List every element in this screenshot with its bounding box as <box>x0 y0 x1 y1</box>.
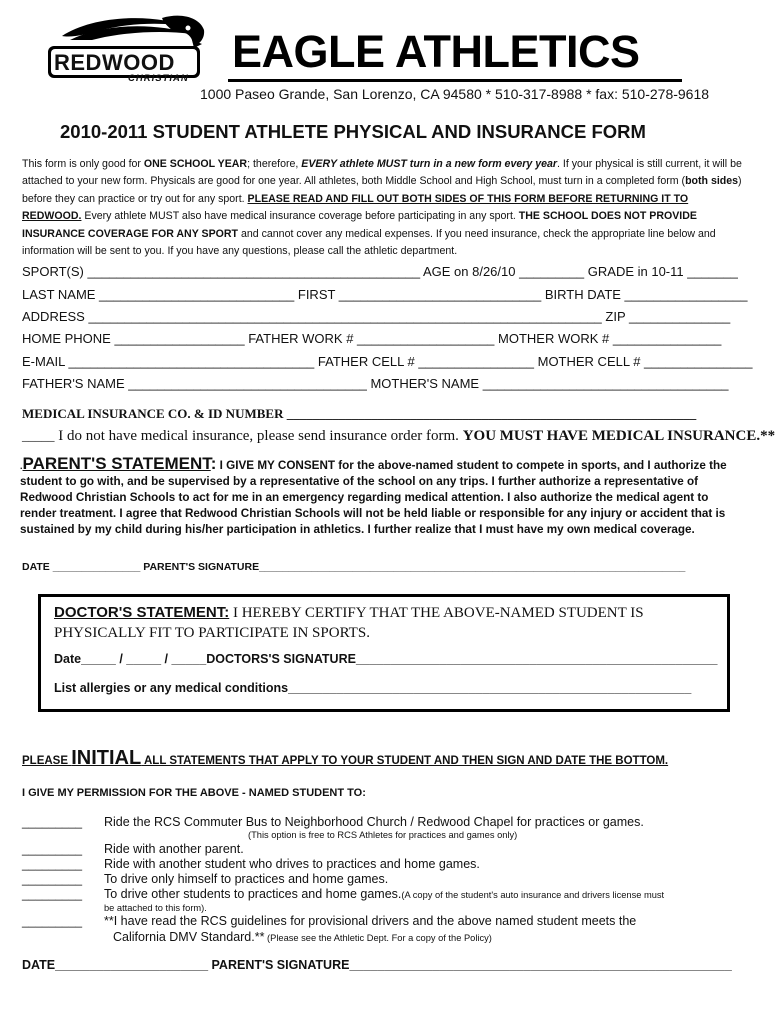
initial-blank-student-driver[interactable]: _________ <box>22 857 83 871</box>
address-zip-field[interactable]: ADDRESS _______________________________________________________________________ ZIP ______________ <box>22 309 731 324</box>
parent-statement: .PARENT'S STATEMENT: I GIVE MY CONSENT for the above-named student to compete in sports, and I authorize the student to go with, and be supervised by a representative of the school on any trips. I further authorize a representative of Redwood Christian Schools to act for me in an emergency regarding medical attention. I also authorize the medical agent to render treatment. I agree that Redwood Christian Schools will not be held liable or responsible for any injury or accident that is sustained by my child during his/her participation in athletics. I further realize that I must have my own medical coverage. <box>20 454 727 536</box>
option-bus: Ride the RCS Commuter Bus to Neighborhood Church / Redwood Chapel for practices or games. <box>104 815 644 829</box>
no-insurance-line[interactable]: _____ I do not have medical insurance, please send insurance order form. YOU MUST HAVE MEDICAL INSURANCE.** <box>22 428 775 444</box>
doctor-date-signature-line[interactable]: Date_____ / _____ / _____DOCTORS'S SIGNATURE____________________________________________________ <box>54 652 718 666</box>
option-drive-others: To drive other students to practices and home games.(A copy of the student's auto insurance and drivers license must <box>104 887 665 901</box>
email-cell-field[interactable]: E-MAIL __________________________________ FATHER CELL # ________________ MOTHER CELL # _______________ <box>22 354 753 369</box>
doctor-statement-heading: DOCTOR'S STATEMENT: <box>54 604 230 621</box>
medical-insurance-field[interactable]: MEDICAL INSURANCE CO. & ID NUMBER _______________________________________________________________ <box>22 406 697 421</box>
parent-names-field[interactable]: FATHER'S NAME _________________________________ MOTHER'S NAME __________________________________ <box>22 376 729 391</box>
parent-date-signature-line[interactable]: DATE _______________ PARENT'S SIGNATURE_________________________________________________________________________ <box>22 561 686 573</box>
redwood-christian-logo <box>42 10 207 90</box>
option-drive-self: To drive only himself to practices and home games. <box>104 872 389 886</box>
initial-blank-drive-others[interactable]: _________ <box>22 887 83 901</box>
intro-paragraph: This form is only good for ONE SCHOOL YEAR; therefore, EVERY athlete MUST turn in a new form every year. If your physical is still current, it will be attached to your new form. Physicals are good for one year. All athletes, both Middle School and High School, must turn in a completed form (both sides) before they can practice or try out for any sport. PLEASE READ AND FILL OUT BOTH SIDES OF THIS FORM BEFORE RETURNING IT TO REDWOOD. Every athlete MUST also have medical insurance coverage before participating in any sport. THE SCHOOL DOES NOT PROVIDE INSURANCE COVERAGE FOR ANY SPORT and cannot cover any medical expenses. If you need insurance, check the appropriate line below and information will be sent to you. If you have any questions, please call the athletic department. <box>22 158 742 258</box>
initial-blank-parent[interactable]: _________ <box>22 842 83 856</box>
final-date-signature-line[interactable]: DATE______________________ PARENT'S SIGNATURE_______________________________________________________ <box>22 958 732 972</box>
logo-sub-text: CHRISTIAN <box>128 73 189 84</box>
option-student-driver: Ride with another student who drives to practices and home games. <box>104 857 480 871</box>
allergies-line[interactable]: List allergies or any medical conditions__________________________________________________________ <box>54 681 692 695</box>
title-underline <box>228 79 682 82</box>
form-title: 2010-2011 STUDENT ATHLETE PHYSICAL AND INSURANCE FORM <box>60 121 646 142</box>
logo-main-text: REDWOOD <box>54 50 175 75</box>
phone-work-field[interactable]: HOME PHONE __________________ FATHER WORK # ___________________ MOTHER WORK # _______________ <box>22 331 722 346</box>
option-drive-others-note: be attached to this form). <box>104 903 207 913</box>
parent-statement-heading: PARENT'S STATEMENT <box>22 454 211 473</box>
doctor-statement-line1: DOCTOR'S STATEMENT: I HEREBY CERTIFY THAT THE ABOVE-NAMED STUDENT IS <box>54 604 644 621</box>
doctor-statement-line2: PHYSICALLY FIT TO PARTICIPATE IN SPORTS. <box>54 625 370 641</box>
school-address: 1000 Paseo Grande, San Lorenzo, CA 94580 * 510-317-8988 * fax: 510-278-9618 <box>200 86 710 102</box>
option-parent: Ride with another parent. <box>104 842 244 856</box>
initial-blank-drive-self[interactable]: _________ <box>22 872 83 886</box>
initial-blank-bus[interactable]: _________ <box>22 815 83 829</box>
page-title: EAGLE ATHLETICS <box>232 26 640 77</box>
option-dmv: **I have read the RCS guidelines for provisional drivers and the above named student meets the <box>104 914 637 928</box>
initial-blank-dmv[interactable]: _________ <box>22 914 83 928</box>
option-bus-note: (This option is free to RCS Athletes for practices and games only) <box>248 830 518 840</box>
name-birthdate-field[interactable]: LAST NAME ___________________________ FIRST ____________________________ BIRTH DATE _________________ <box>22 287 748 302</box>
option-dmv-cont: California DMV Standard.** (Please see the Athletic Dept. For a copy of the Policy) <box>113 930 492 944</box>
sports-age-grade-field[interactable]: SPORT(S) ______________________________________________ AGE on 8/26/10 _________ GRADE in 10-11 _______ <box>22 264 738 279</box>
permission-heading: I GIVE MY PERMISSION FOR THE ABOVE - NAMED STUDENT TO: <box>22 787 366 799</box>
initial-instructions: PLEASE INITIAL ALL STATEMENTS THAT APPLY TO YOUR STUDENT AND THEN SIGN AND DATE THE BOTTOM. <box>22 747 669 769</box>
